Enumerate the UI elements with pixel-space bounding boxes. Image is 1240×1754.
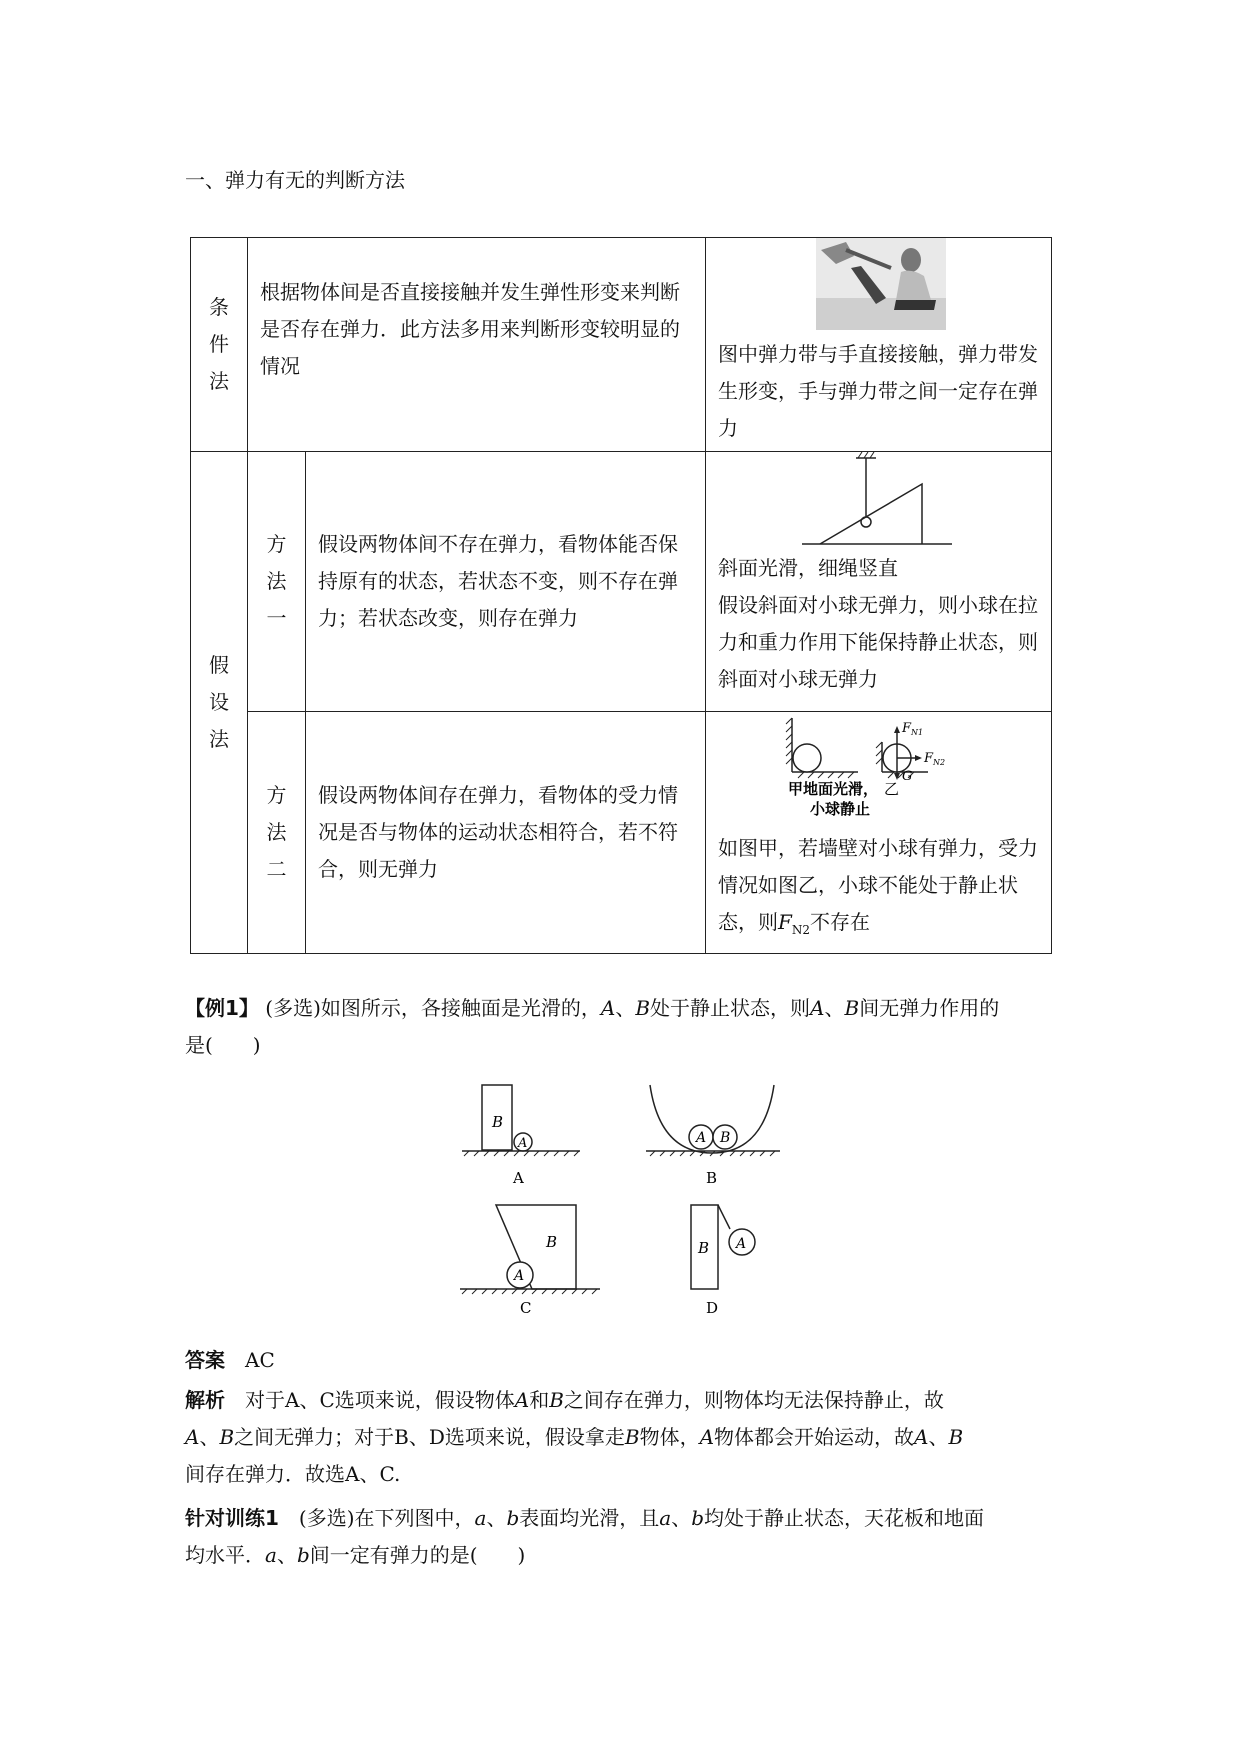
row-method2 xyxy=(191,712,1052,954)
training1: 针对训练1 (多选)在下列图中，a、b表面均光滑，且a、b均处于静止状态，天花板和地面 均水平．a、b间一定有弹力的是( ) xyxy=(185,1506,985,1567)
incline-ball-figure xyxy=(802,452,952,550)
method-table xyxy=(190,237,1052,954)
figure-d xyxy=(691,1205,755,1315)
method1-text: 假设两物体间不存在弹力，看物体能否保持原有的状态，若状态不变，则不存在弹力；若状态改变，则存在弹力 xyxy=(306,452,706,712)
method2-text: 假设两物体间存在弹力，看物体的受力情况是否与物体的运动状态相符合，若不符合，则无弹力 xyxy=(306,712,706,954)
row-condition xyxy=(191,238,1052,452)
section-title: 一、弹力有无的判断方法 xyxy=(185,168,405,192)
svg-text:A: A xyxy=(696,1130,707,1146)
figure-c xyxy=(460,1205,600,1315)
analysis-label: 解析 xyxy=(185,1388,225,1412)
method1-example: 斜面光滑，细绳竖直 假设斜面对小球无弹力，则小球在拉力和重力作用下能保持静止状态，则斜面对小球无弹力 xyxy=(706,452,1052,712)
fn1-label: $F_{N1}$ xyxy=(902,721,924,737)
example1-prompt: 【例1】 (多选)如图所示，各接触面是光滑的，A、B处于静止状态，则A、B间无弹力作用的 是( ) xyxy=(185,996,1000,1057)
example1-tag: 【例1】 xyxy=(185,996,259,1020)
svg-text:B: B xyxy=(546,1233,558,1251)
condition-example: 图中弹力带与手直接接触，弹力带发生形变，手与弹力带之间一定存在弹力 xyxy=(706,238,1052,452)
fig-caption-2: 小球静止 xyxy=(810,800,871,818)
answer-label: 答案 xyxy=(185,1348,225,1372)
wall-ball-figure xyxy=(778,712,978,830)
figure-b xyxy=(646,1085,780,1187)
svg-text:B: B xyxy=(698,1239,710,1257)
fig-label-yi: 乙 xyxy=(884,780,900,798)
hypothesis-label: 假 设 法 xyxy=(191,452,248,954)
example1-figures xyxy=(450,1075,790,1315)
svg-text:A: A xyxy=(518,1136,528,1151)
method2-example xyxy=(706,712,1052,954)
analysis: 解析 对于A、C选项来说，假设物体A和B之间存在弹力，则物体均无法保持静止，故 A、B之间无弹力；对于B、D选项来说，假设拿走B物体，A物体都会开始运动，故A、B 间存在弹力．故选A、C. xyxy=(185,1388,964,1486)
answer-value: AC xyxy=(245,1348,275,1372)
figure-c-label: C xyxy=(520,1299,532,1315)
figure-d-label: D xyxy=(706,1299,719,1315)
fn2-label: $F_{N2}$ xyxy=(924,751,946,767)
row-method1 xyxy=(191,452,1052,712)
svg-text:B: B xyxy=(720,1130,731,1146)
method2-label: 方 法 二 xyxy=(248,712,306,954)
figure-a xyxy=(462,1085,580,1187)
svg-text:A: A xyxy=(514,1268,525,1284)
elastic-band-photo xyxy=(816,238,946,330)
figure-b-label: B xyxy=(706,1169,718,1187)
training1-label: 针对训练1 xyxy=(185,1506,279,1530)
svg-text:B: B xyxy=(492,1113,504,1131)
condition-text: 根据物体间是否直接接触并发生弹性形变来判断是否存在弹力．此方法多用来判断形变较明显的情况 xyxy=(248,238,706,452)
condition-label: 条 件 法 xyxy=(191,238,248,452)
method2-example-text: 如图甲，若墙壁对小球有弹力，受力情况如图乙，小球不能处于静止状态，则$F_{N2}$不存在 xyxy=(718,836,1038,937)
svg-text:A: A xyxy=(736,1236,747,1252)
method1-label: 方 法 一 xyxy=(248,452,306,712)
g-label: G xyxy=(902,769,913,784)
fig-caption-1: 甲地面光滑， xyxy=(788,780,879,798)
figure-a-label: A xyxy=(513,1169,524,1187)
answer xyxy=(185,1342,275,1379)
